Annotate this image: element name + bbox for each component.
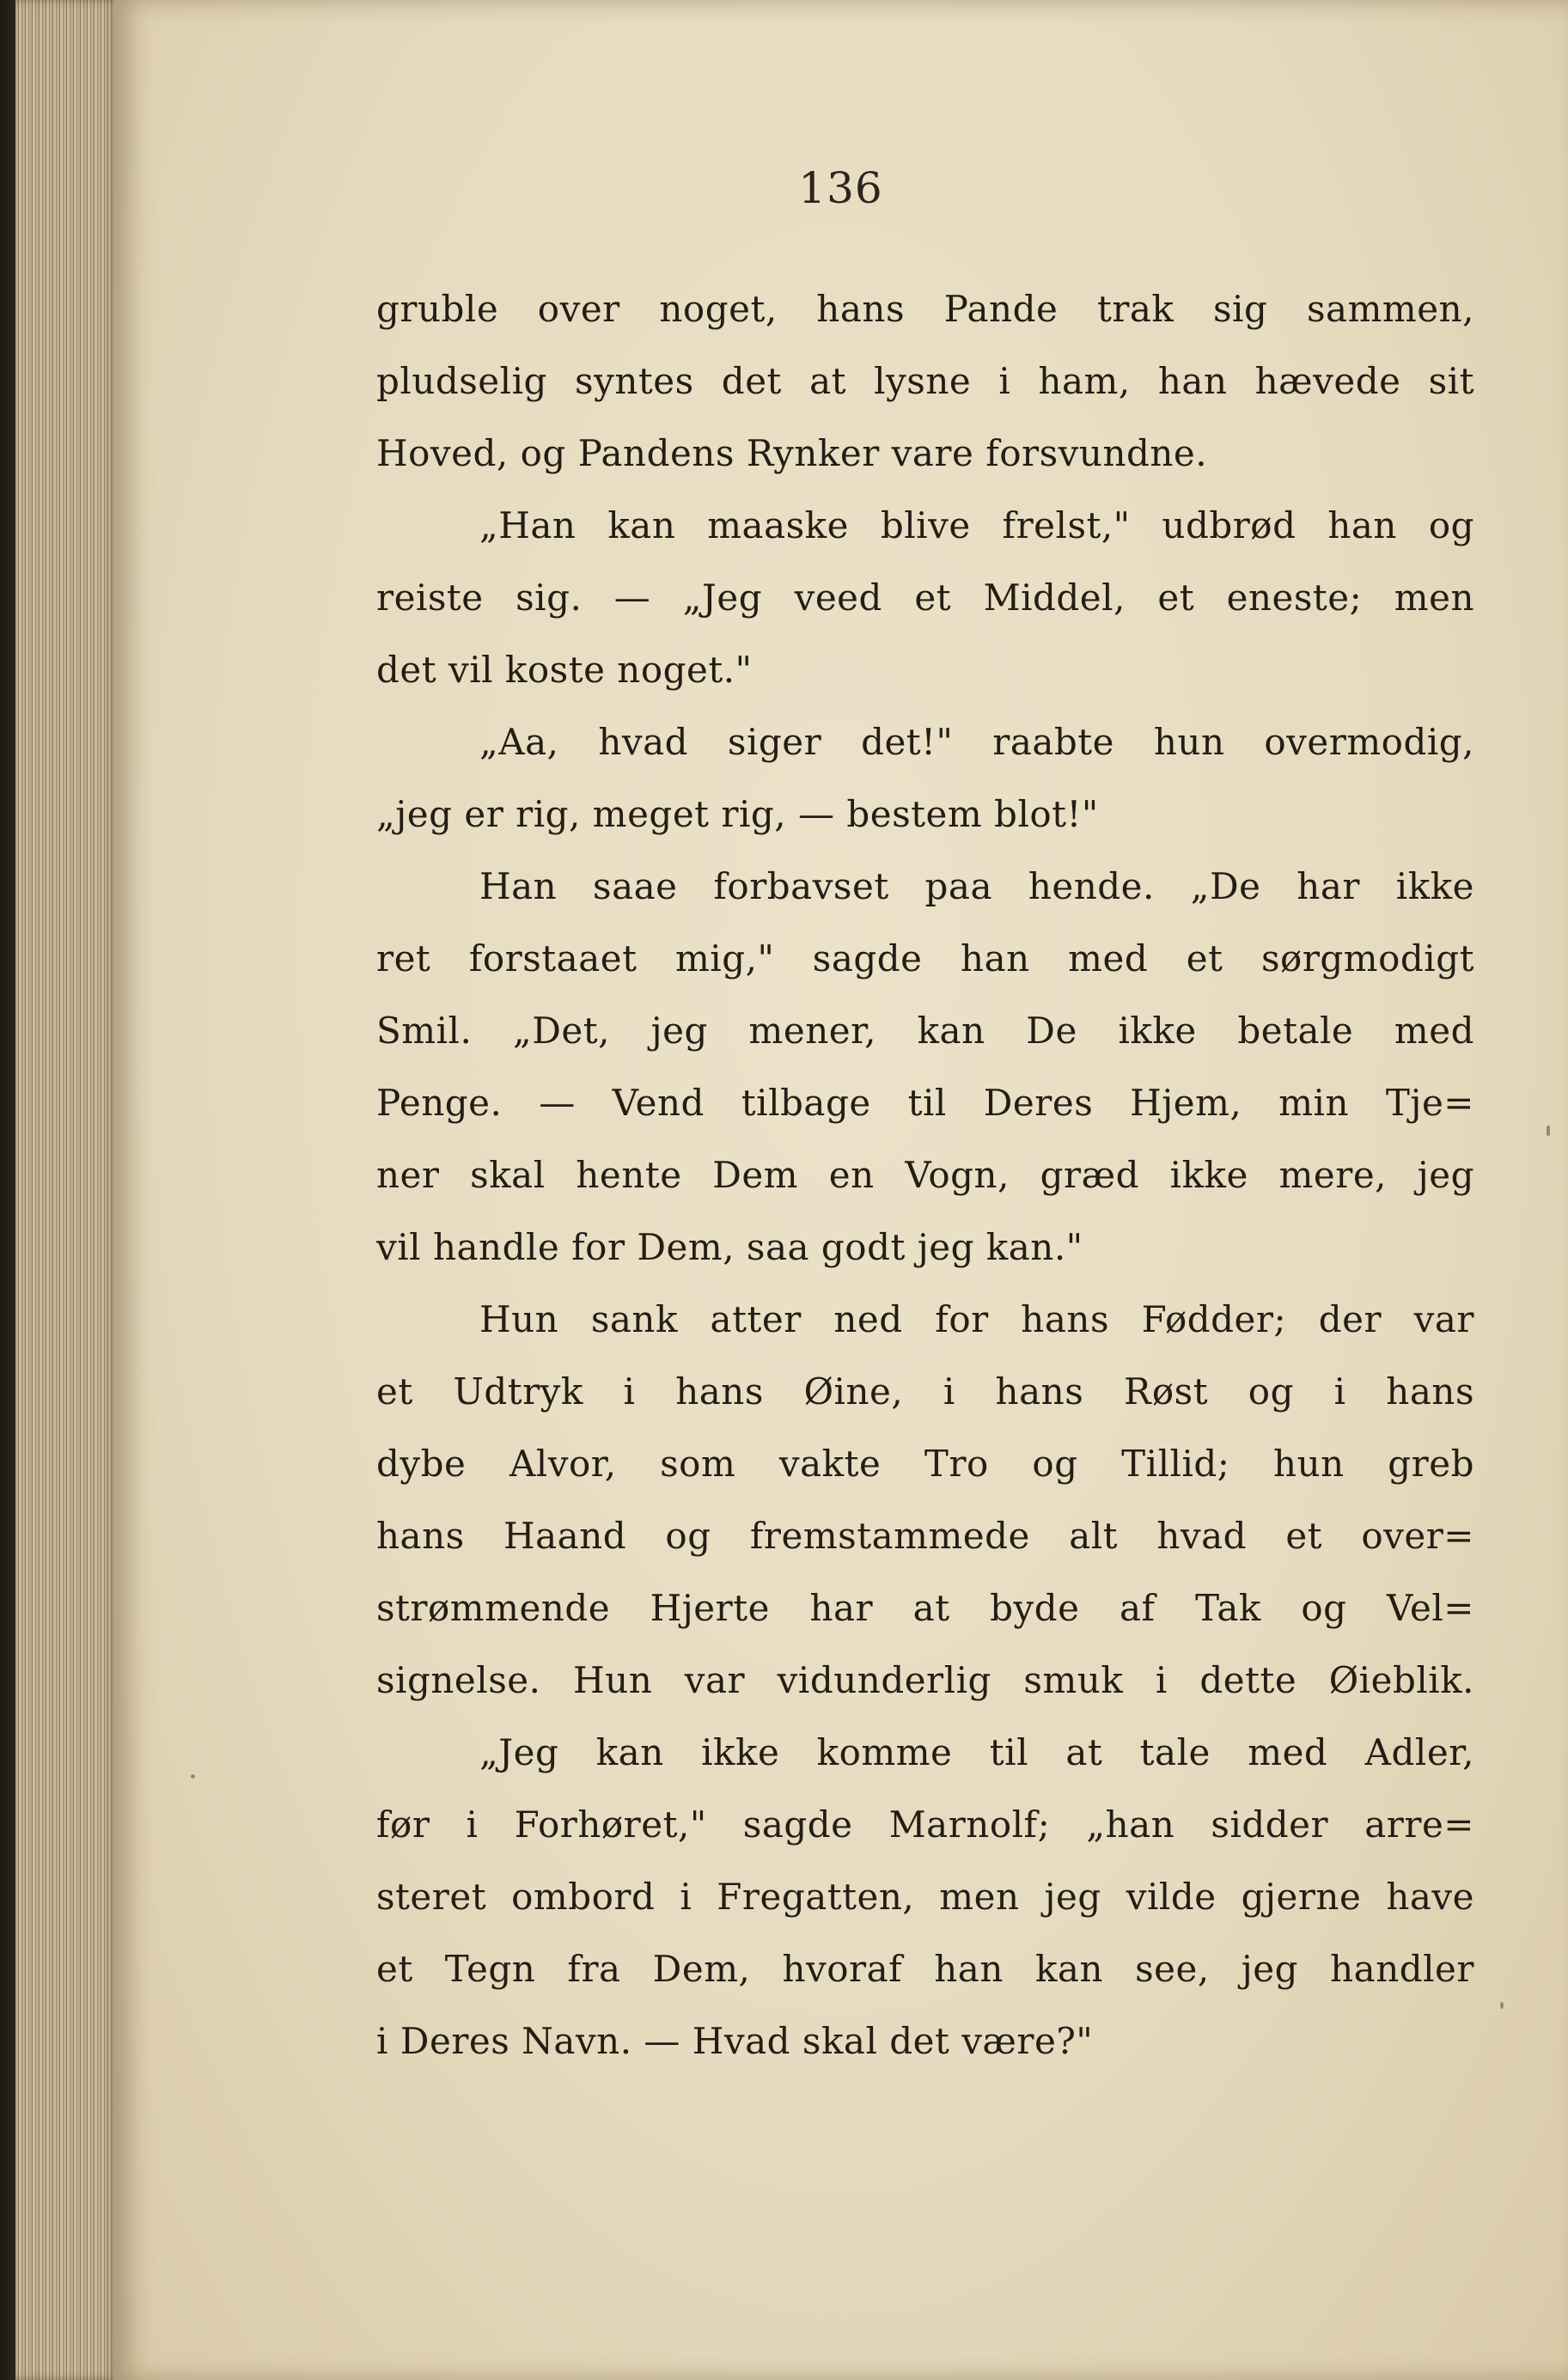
text-line: ner skal hente Dem en Vogn, græd ikke mere, jeg: [376, 1154, 1474, 1196]
text-line: Han saae forbavset paa hende. „De har ikke: [479, 865, 1474, 907]
text-line: „Han kan maaske blive frelst," udbrød han og: [479, 504, 1474, 546]
text-line: vil handle for Dem, saa godt jeg kan.": [376, 1226, 1083, 1268]
text-line: Hoved, og Pandens Rynker vare forsvundne.: [376, 432, 1208, 474]
text-line: „jeg er rig, meget rig, — bestem blot!": [376, 793, 1099, 835]
text-line: et Udtryk i hans Øine, i hans Røst og i hans: [376, 1370, 1474, 1413]
text-line: Smil. „Det, jeg mener, kan De ikke betale med: [376, 1010, 1474, 1052]
body-text: [376, 273, 1474, 2078]
paper-speck: [191, 1774, 195, 1779]
text-line: strømmende Hjerte har at byde af Tak og Vel=: [376, 1587, 1474, 1629]
text-line: „Jeg kan ikke komme til at tale med Adler,: [479, 1731, 1474, 1773]
paper-speck: [1547, 1126, 1550, 1136]
page-number: 136: [798, 163, 883, 213]
text-line: før i Forhøret," sagde Marnolf; „han sidder arre=: [376, 1803, 1474, 1846]
text-line: „Aa, hvad siger det!" raabte hun overmodig,: [479, 721, 1474, 763]
text-line: dybe Alvor, som vakte Tro og Tillid; hun greb: [376, 1443, 1474, 1485]
text-line: signelse. Hun var vidunderlig smuk i dette Øieblik.: [376, 1659, 1474, 1701]
page-edges: [15, 0, 119, 2380]
text-line: Hun sank atter ned for hans Fødder; der var: [479, 1298, 1474, 1340]
text-line: steret ombord i Fregatten, men jeg vilde gjerne have: [376, 1876, 1474, 1918]
text-line: et Tegn fra Dem, hvoraf han kan see, jeg handler: [376, 1948, 1474, 1990]
text-line: det vil koste noget.": [376, 649, 753, 691]
text-line: ret forstaaet mig," sagde han med et sørgmodigt: [376, 937, 1474, 979]
text-line: hans Haand og fremstammede alt hvad et over=: [376, 1515, 1474, 1557]
text-line: i Deres Navn. — Hvad skal det være?": [376, 2020, 1094, 2062]
text-line: gruble over noget, hans Pande trak sig sammen,: [376, 288, 1474, 330]
paper-speck: [1500, 2002, 1504, 2009]
text-line: reiste sig. — „Jeg veed et Middel, et eneste; men: [376, 577, 1474, 619]
text-line: pludselig syntes det at lysne i ham, han hævede sit: [376, 360, 1474, 402]
text-line: Penge. — Vend tilbage til Deres Hjem, min Tje=: [376, 1082, 1474, 1124]
